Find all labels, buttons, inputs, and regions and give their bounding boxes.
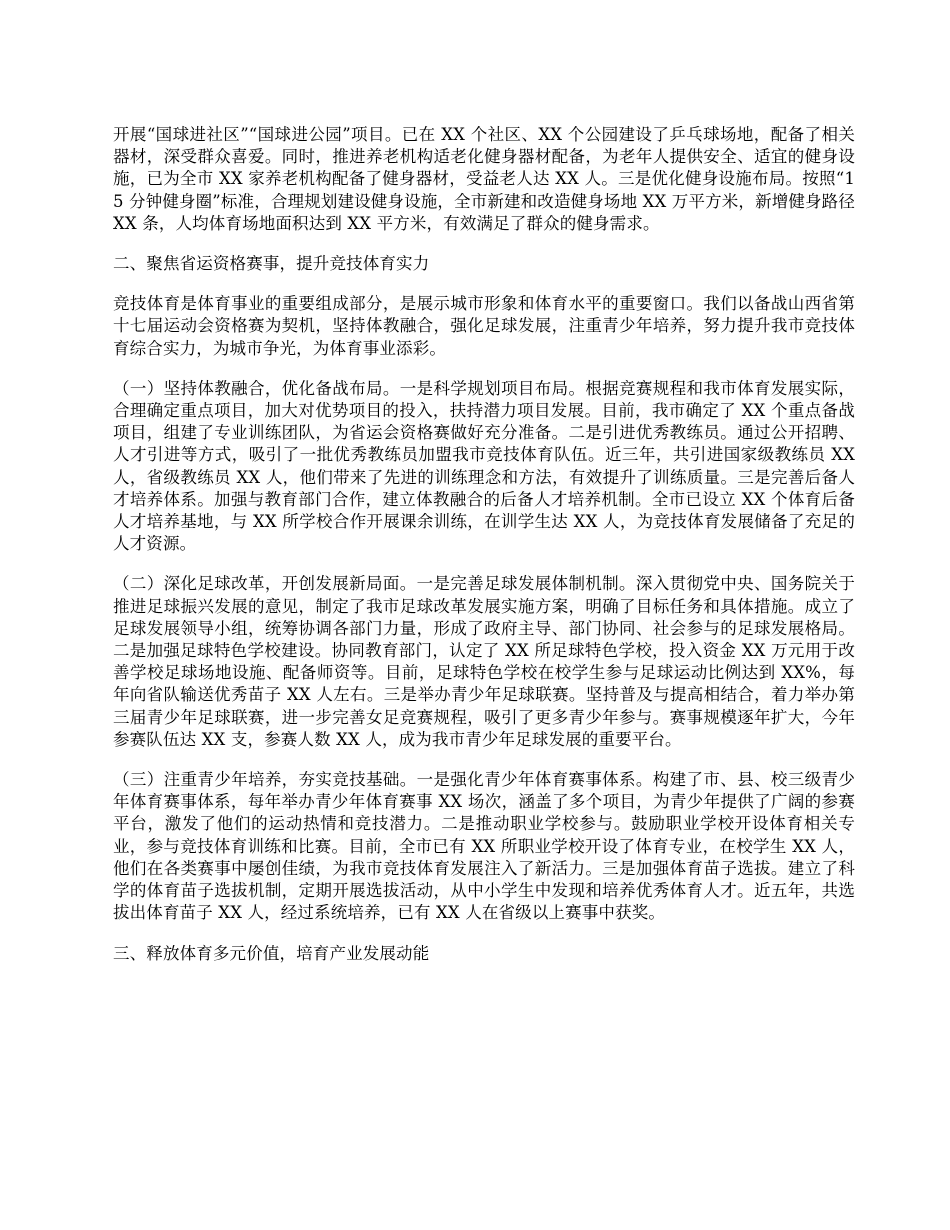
- paragraph-sports-education-integration: （一）坚持体教融合，优化备战布局。一是科学规划项目布局。根据竞赛规程和我市体育发展实际，合理确定重点项目，加大对优势项目的投入，扶持潜力项目发展。目前，我市确定了 XX 个重点备战项目，组建了专业训练团队，为省运会资格赛做好充分准备。二是引进优秀教练员。通过公开招聘、人才引进等方式，吸引了一批优秀教练员加盟我市竞技体育队伍。近三年，共引进国家级教练员 XX 人，省级教练员 XX 人，他们带来了先进的训练理念和方法，有效提升了训练质量。三是完善后备人才培养体系。加强与教育部门合作，建立体教融合的后备人才培养机制。全市已设立 XX 个体育后备人才培养基地，与 XX 所学校合作开展课余训练，在训学生达 XX 人，为竞技体育发展储备了充足的人才资源。: [113, 378, 855, 554]
- section-heading-sports-industry: 三、释放体育多元价值，培育产业发展动能: [113, 943, 430, 963]
- paragraph-competitive-sports-intro: 竞技体育是体育事业的重要组成部分，是展示城市形象和体育水平的重要窗口。我们以备战山西省第十七届运动会资格赛为契机，坚持体教融合，强化足球发展，注重青少年培养，努力提升我市竞技体育综合实力，为城市争光，为体育事业添彩。: [113, 294, 855, 358]
- paragraph-youth-training: （三）注重青少年培养，夯实竞技基础。一是强化青少年体育赛事体系。构建了市、县、校三级青少年体育赛事体系，每年举办青少年体育赛事 XX 场次，涵盖了多个项目，为青少年提供了广阔的参赛平台，激发了他们的运动热情和竞技潜力。二是推动职业学校参与。鼓励职业学校开设体育相关专业，参与竞技体育训练和比赛。目前，全市已有 XX 所职业学校开设了体育专业，在校学生 XX 人，他们在各类赛事中屡创佳绩，为我市竞技体育发展注入了新活力。三是加强体育苗子选拔。建立了科学的体育苗子选拔机制，定期开展选拔活动，从中小学生中发现和培养优秀体育人才。近五年，共选拔出体育苗子 XX 人，经过系统培养，已有 XX 人在省级以上赛事中获奖。: [113, 770, 855, 923]
- section-heading-competitive-sports: 二、聚焦省运资格赛事，提升竞技体育实力: [113, 254, 430, 274]
- paragraph-fitness-facilities: 开展“国球进社区”“国球进公园”项目。已在 XX 个社区、XX 个公园建设了乒乓球场地，配备了相关器材，深受群众喜爱。同时，推进养老机构适老化健身器材配备，为老年人提供安全、适宜的健身设施，已为全市 XX 家养老机构配备了健身器材，受益老人达 XX 人。三是优化健身设施布局。按照“15 分钟健身圈”标准，合理规划建设健身设施，全市新建和改造健身场地 XX 万平方米，新增健身路径 XX 条，人均体育场地面积达到 XX 平方米，有效满足了群众的健身需求。: [113, 125, 855, 233]
- document-page: [113, 124, 855, 983]
- paragraph-football-reform: （二）深化足球改革，开创发展新局面。一是完善足球发展体制机制。深入贯彻党中央、国务院关于推进足球振兴发展的意见，制定了我市足球改革发展实施方案，明确了目标任务和具体措施。成立了足球发展领导小组，统筹协调各部门力量，形成了政府主导、部门协同、社会参与的足球发展格局。二是加强足球特色学校建设。协同教育部门，认定了 XX 所足球特色学校，投入资金 XX 万元用于改善学校足球场地设施、配备师资等。目前，足球特色学校在校学生参与足球运动比例达到 XX%，每年向省队输送优秀苗子 XX 人左右。三是举办青少年足球联赛。坚持普及与提高相结合，着力举办第三届青少年足球联赛，进一步完善女足竞赛规程，吸引了更多青少年参与。赛事规模逐年扩大，今年参赛队伍达 XX 支，参赛人数 XX 人，成为我市青少年足球发展的重要平台。: [113, 574, 855, 749]
